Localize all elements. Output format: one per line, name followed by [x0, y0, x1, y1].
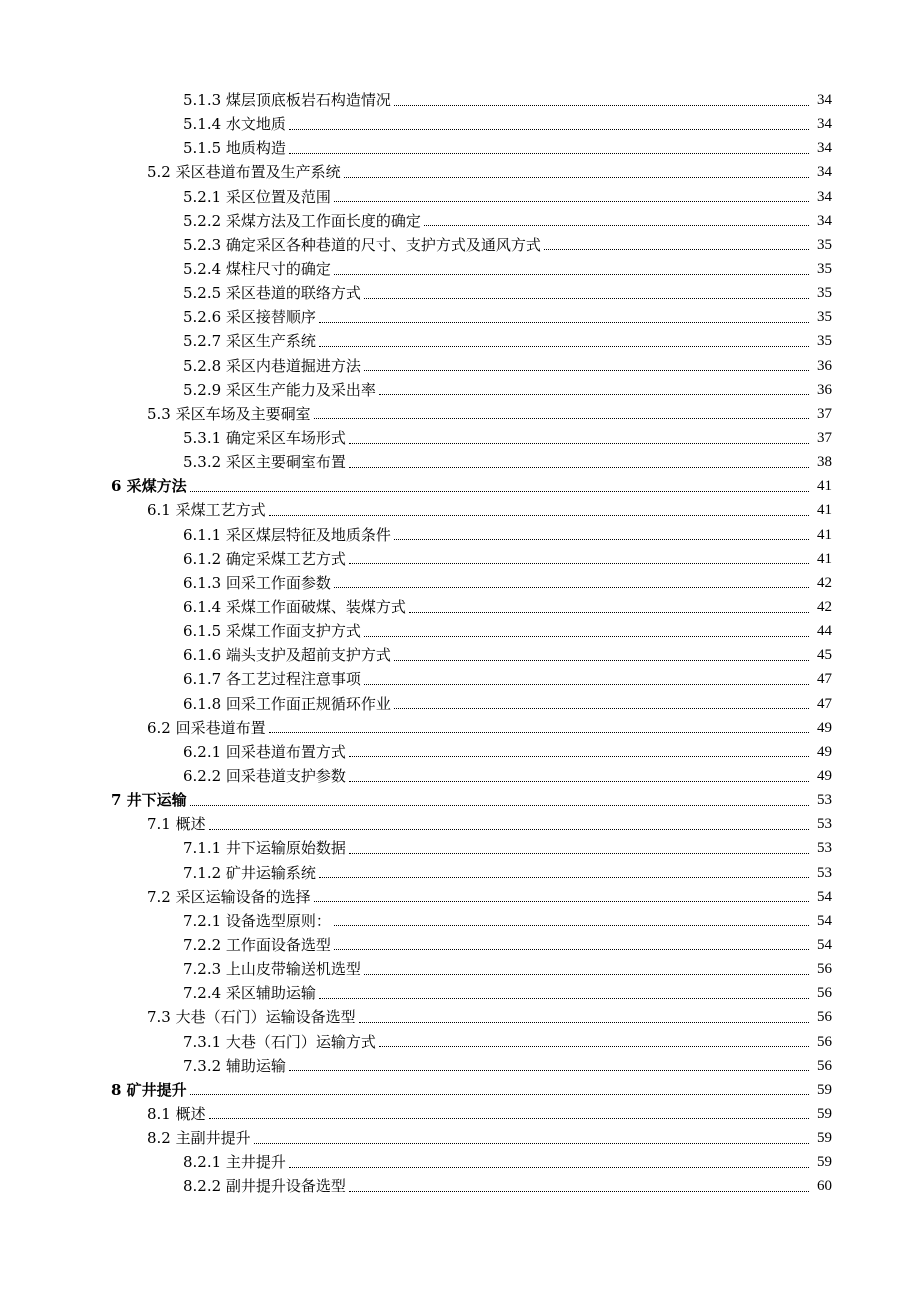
toc-entry-title: 6.1.1 采区煤层特征及地质条件: [183, 525, 391, 544]
toc-page-number: 59: [817, 1105, 832, 1122]
toc-dot-leader: [289, 129, 809, 130]
toc-dot-leader: [424, 225, 809, 226]
toc-entry-title: 5.2.8 采区内巷道掘进方法: [183, 356, 361, 375]
toc-dot-leader: [349, 443, 809, 444]
toc-dot-leader: [349, 563, 809, 564]
toc-page-number: 56: [817, 985, 832, 1002]
toc-page-number: 49: [817, 719, 832, 736]
toc-dot-leader: [379, 1046, 809, 1047]
toc-entry[interactable]: [0, 1174, 920, 1198]
toc-entry-title: 6 采煤方法: [111, 477, 187, 496]
toc-entry-title: 7.3.2 辅助运输: [183, 1056, 286, 1075]
toc-page-number: 35: [817, 309, 832, 326]
toc-entry[interactable]: [0, 547, 920, 571]
toc-page-number: 56: [817, 1057, 832, 1074]
toc-entry-title: 6.1.2 确定采煤工艺方式: [183, 549, 346, 568]
toc-entry-title: 8.1 概述: [147, 1104, 206, 1123]
toc-entry-title: 8 矿井提升: [111, 1080, 187, 1099]
toc-entry-title: 7.2.2 工作面设备选型: [183, 935, 331, 954]
toc-page-number: 34: [817, 140, 832, 157]
toc-entry-title: 5.2.1 采区位置及范围: [183, 187, 331, 206]
toc-page-number: 59: [817, 1081, 832, 1098]
toc-entry-title: 5.3.2 采区主要硐室布置: [183, 453, 346, 472]
toc-dot-leader: [349, 756, 809, 757]
toc-entry[interactable]: [0, 1054, 920, 1078]
toc-dot-leader: [209, 1118, 809, 1119]
toc-entry[interactable]: [0, 498, 920, 522]
toc-entry[interactable]: [0, 450, 920, 474]
toc-dot-leader: [359, 1022, 809, 1023]
toc-dot-leader: [209, 829, 809, 830]
toc-chapter-entry[interactable]: [0, 1078, 920, 1102]
toc-entry-title: 6.1 采煤工艺方式: [147, 501, 266, 520]
toc-entry[interactable]: [0, 426, 920, 450]
toc-entry-title: 5.2.3 确定采区各种巷道的尺寸、支护方式及通风方式: [183, 235, 541, 254]
toc-entry-title: 6.1.4 采煤工作面破煤、装煤方式: [183, 598, 406, 617]
toc-dot-leader: [379, 394, 809, 395]
toc-entry[interactable]: [0, 619, 920, 643]
toc-entry[interactable]: [0, 643, 920, 667]
toc-entry[interactable]: [0, 885, 920, 909]
toc-entry[interactable]: [0, 402, 920, 426]
toc-page-number: 53: [817, 840, 832, 857]
toc-entry[interactable]: [0, 933, 920, 957]
toc-page-number: 34: [817, 116, 832, 133]
toc-entry-title: 8.2 主副井提升: [147, 1129, 251, 1148]
toc-dot-leader: [334, 201, 809, 202]
toc-page-number: 35: [817, 236, 832, 253]
toc-page-number: 49: [817, 768, 832, 784]
toc-entry-title: 5.3.1 确定采区车场形式: [183, 429, 346, 448]
toc-entry-title: 5.1.5 地质构造: [183, 139, 286, 158]
toc-entry-title: 7.2 采区运输设备的选择: [147, 887, 311, 906]
toc-entry[interactable]: [0, 667, 920, 691]
toc-page-number: 59: [817, 1130, 832, 1147]
toc-entry[interactable]: [0, 740, 920, 764]
toc-entry-title: 5.2.2 采煤方法及工作面长度的确定: [183, 211, 421, 230]
toc-entry-title: 7.1.1 井下运输原始数据: [183, 839, 346, 858]
toc-entry-title: 5.3 采区车场及主要硐室: [147, 404, 311, 423]
toc-entry[interactable]: [0, 909, 920, 933]
toc-page-number: 56: [817, 1033, 832, 1050]
toc-entry-title: 8.2.1 主井提升: [183, 1153, 286, 1172]
toc-entry-title: 6.1.3 回采工作面参数: [183, 573, 331, 592]
toc-page-number: 34: [817, 212, 832, 229]
toc-entry[interactable]: [0, 1102, 920, 1126]
toc-entry[interactable]: [0, 329, 920, 353]
toc-entry-title: 7.2.4 采区辅助运输: [183, 984, 316, 1003]
toc-entry-title: 5.2.7 采区生产系统: [183, 332, 316, 351]
toc-dot-leader: [409, 612, 809, 613]
toc-entry-title: 6.1.6 端头支护及超前支护方式: [183, 646, 391, 665]
toc-page-number: 56: [817, 1009, 832, 1026]
toc-entry[interactable]: [0, 1150, 920, 1174]
toc-dot-leader: [314, 901, 809, 902]
toc-entry-title: 6.1.8 回采工作面正规循环作业: [183, 694, 391, 713]
toc-entry[interactable]: [0, 812, 920, 836]
toc-page-number: 56: [817, 961, 832, 978]
toc-entry[interactable]: [0, 378, 920, 402]
toc-page-number: 34: [817, 92, 832, 109]
toc-entry-title: 7.2.3 上山皮带输送机选型: [183, 960, 361, 979]
toc-dot-leader: [190, 491, 809, 492]
toc-page-number: 35: [817, 285, 832, 302]
toc-page-number: 41: [817, 478, 832, 495]
toc-page-number: 45: [817, 647, 832, 664]
toc-entry-title: 5.2 采区巷道布置及生产系统: [147, 163, 341, 182]
toc-dot-leader: [344, 177, 809, 178]
toc-page-number: 47: [817, 671, 832, 688]
toc-page-number: 53: [817, 792, 832, 809]
toc-dot-leader: [319, 998, 809, 999]
toc-dot-leader: [289, 153, 809, 154]
toc-page-number: 41: [817, 526, 832, 543]
toc-dot-leader: [394, 105, 809, 106]
toc-entry-title: 7.3.1 大巷（石门）运输方式: [183, 1032, 376, 1051]
toc-entry[interactable]: [0, 716, 920, 740]
toc-page-number: 53: [817, 864, 832, 881]
toc-dot-leader: [394, 708, 809, 709]
toc-dot-leader: [269, 515, 809, 516]
toc-entry-title: 7.3 大巷（石门）运输设备选型: [147, 1008, 356, 1027]
toc-entry[interactable]: [0, 185, 920, 209]
toc-dot-leader: [254, 1143, 809, 1144]
toc-entry[interactable]: [0, 209, 920, 233]
toc-page-number: 41: [817, 550, 832, 567]
toc-page-number: 44: [817, 623, 832, 640]
toc-page-number: 36: [817, 357, 832, 374]
toc-entry[interactable]: [0, 836, 920, 860]
toc-page-number: 54: [817, 912, 832, 929]
toc-dot-leader: [334, 274, 809, 275]
toc-entry[interactable]: [0, 281, 920, 305]
toc-entry-title: 6.1.7 各工艺过程注意事项: [183, 670, 361, 689]
toc-entry[interactable]: [0, 1126, 920, 1150]
toc-dot-leader: [349, 781, 809, 782]
toc-dot-leader: [334, 925, 809, 926]
toc-entry[interactable]: [0, 523, 920, 547]
toc-entry[interactable]: [0, 354, 920, 378]
toc-entry[interactable]: [0, 571, 920, 595]
toc-dot-leader: [544, 249, 809, 250]
toc-dot-leader: [289, 1167, 809, 1168]
toc-dot-leader: [190, 805, 809, 806]
toc-chapter-entry[interactable]: [0, 788, 920, 812]
toc-entry[interactable]: [0, 981, 920, 1005]
toc-entry[interactable]: [0, 1005, 920, 1029]
toc-dot-leader: [364, 370, 809, 371]
toc-entry-title: 6.2.1 回采巷道布置方式: [183, 742, 346, 761]
toc-entry[interactable]: [0, 692, 920, 716]
toc-page-number: 42: [817, 574, 832, 591]
toc-entry[interactable]: [0, 88, 920, 112]
toc-dot-leader: [394, 660, 809, 661]
toc-entry-title: 7 井下运输: [111, 791, 187, 810]
toc-entry[interactable]: [0, 136, 920, 160]
toc-entry[interactable]: [0, 257, 920, 281]
toc-dot-leader: [319, 877, 809, 878]
table-of-contents: [0, 88, 920, 1198]
toc-entry-title: 5.1.3 煤层顶底板岩石构造情况: [183, 91, 391, 110]
toc-dot-leader: [334, 949, 809, 950]
toc-dot-leader: [364, 974, 809, 975]
toc-page-number: 34: [817, 188, 832, 205]
toc-dot-leader: [269, 732, 809, 733]
toc-entry[interactable]: [0, 112, 920, 136]
toc-dot-leader: [394, 539, 809, 540]
toc-dot-leader: [334, 587, 809, 588]
toc-dot-leader: [349, 467, 809, 468]
toc-entry[interactable]: [0, 1029, 920, 1053]
toc-page-number: 41: [817, 502, 832, 519]
toc-entry[interactable]: [0, 957, 920, 981]
toc-page-number: 54: [817, 888, 832, 905]
toc-entry-title: 5.2.4 煤柱尺寸的确定: [183, 260, 331, 279]
toc-entry[interactable]: [0, 861, 920, 885]
toc-entry-title: 7.1.2 矿井运输系统: [183, 863, 316, 882]
toc-page-number: 59: [817, 1154, 832, 1171]
toc-page-number: 60: [817, 1178, 832, 1195]
toc-entry[interactable]: [0, 305, 920, 329]
toc-entry[interactable]: [0, 233, 920, 257]
toc-entry[interactable]: [0, 595, 920, 619]
toc-entry-title: 5.1.4 水文地质: [183, 115, 286, 134]
toc-page-number: 34: [817, 164, 832, 181]
toc-page-number: 42: [817, 599, 832, 616]
toc-page-number: 47: [817, 695, 832, 712]
toc-entry-title: 5.2.6 采区接替顺序: [183, 308, 316, 327]
toc-entry-title: 7.2.1 设备选型原则：: [183, 911, 331, 930]
toc-dot-leader: [319, 346, 809, 347]
toc-page-number: 37: [817, 430, 832, 447]
toc-dot-leader: [289, 1070, 809, 1071]
toc-dot-leader: [314, 418, 809, 419]
toc-dot-leader: [319, 322, 809, 323]
toc-page-number: 49: [817, 743, 832, 760]
toc-dot-leader: [190, 1094, 809, 1095]
toc-entry[interactable]: [0, 764, 920, 788]
toc-dot-leader: [364, 298, 809, 299]
toc-page-number: 36: [817, 381, 832, 398]
toc-dot-leader: [349, 1191, 809, 1192]
toc-page-number: 54: [817, 936, 832, 953]
toc-entry-title: 6.2 回采巷道布置: [147, 718, 266, 737]
toc-page-number: 35: [817, 261, 832, 278]
toc-chapter-entry[interactable]: [0, 474, 920, 498]
toc-page-number: 38: [817, 454, 832, 471]
toc-dot-leader: [364, 684, 809, 685]
toc-page-number: 53: [817, 816, 832, 833]
toc-page-number: 37: [817, 405, 832, 422]
toc-entry[interactable]: [0, 160, 920, 184]
toc-entry-title: 8.2.2 副井提升设备选型: [183, 1177, 346, 1196]
toc-entry-title: 6.1.5 采煤工作面支护方式: [183, 622, 361, 641]
toc-entry-title: 7.1 概述: [147, 815, 206, 834]
toc-entry-title: 5.2.5 采区巷道的联络方式: [183, 284, 361, 303]
toc-dot-leader: [364, 636, 809, 637]
toc-dot-leader: [349, 853, 809, 854]
toc-entry-title: 5.2.9 采区生产能力及采出率: [183, 380, 376, 399]
toc-page-number: 35: [817, 333, 832, 350]
toc-entry-title: 6.2.2 回采巷道支护参数: [183, 767, 346, 785]
